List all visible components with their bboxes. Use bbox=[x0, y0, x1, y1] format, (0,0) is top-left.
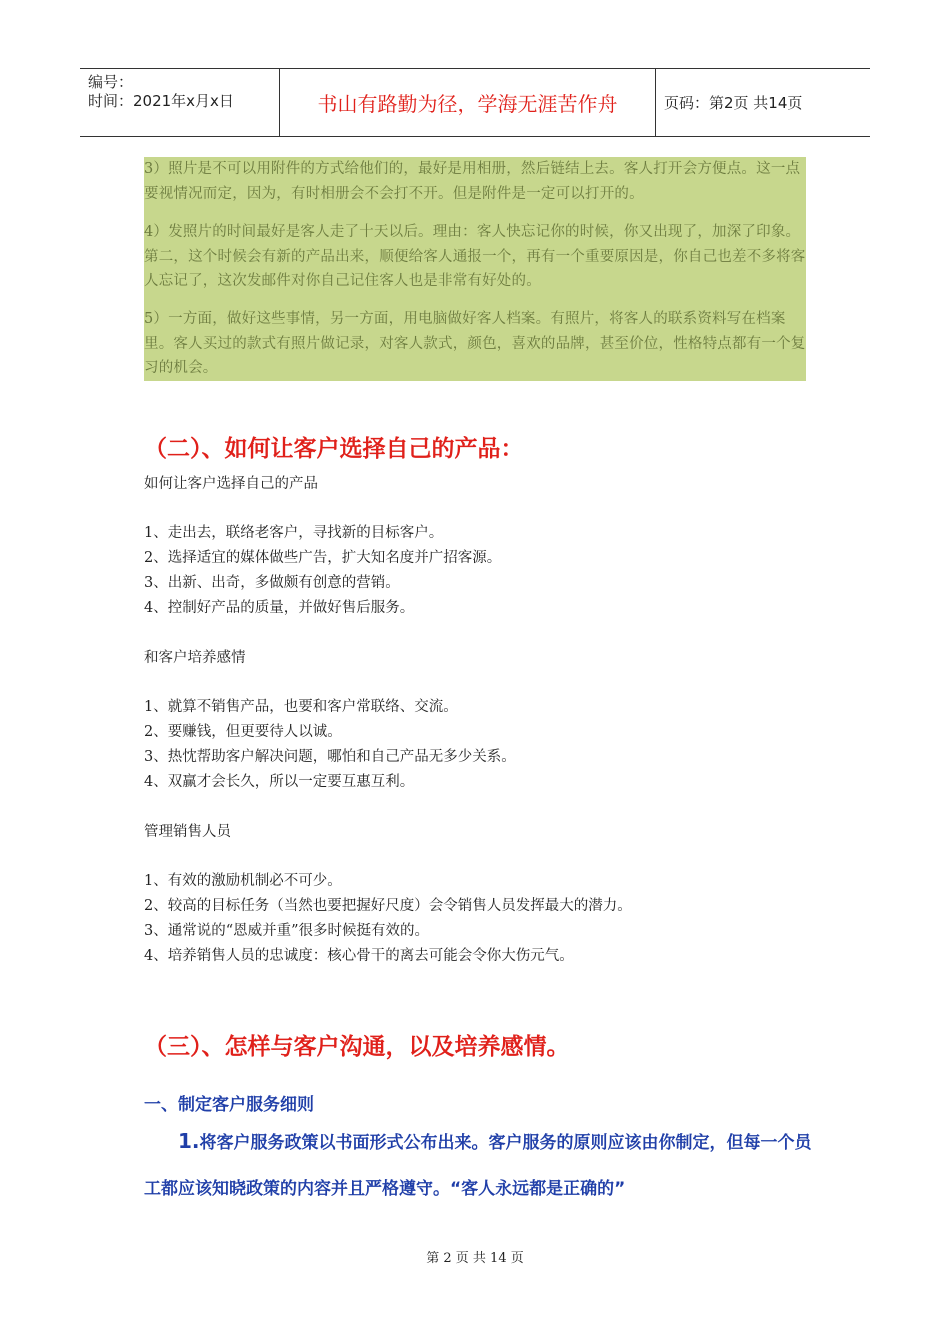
list-item: 4、双赢才会长久，所以一定要互惠互利。 bbox=[144, 774, 415, 790]
list-item: 1、有效的激励机制必不可少。 bbox=[144, 873, 342, 889]
paragraph-number: 1. bbox=[178, 1129, 200, 1153]
list-item: 2、要赚钱，但更要待人以诚。 bbox=[144, 724, 342, 740]
list-item: 3、热忱帮助客户解决问题，哪怕和自己产品无多少关系。 bbox=[144, 749, 516, 765]
list-item: 4、控制好产品的质量，并做好售后服务。 bbox=[144, 600, 415, 616]
section2-heading: （二）、如何让客户选择自己的产品： bbox=[144, 436, 524, 462]
list-item: 3、出新、出奇，多做颇有创意的营销。 bbox=[144, 575, 400, 591]
page-header bbox=[80, 68, 870, 137]
list-item: 2、选择适宜的媒体做些广告，扩大知名度并广招客源。 bbox=[144, 550, 502, 566]
section3-subheading: 一、制定客户服务细则 bbox=[144, 1095, 314, 1115]
paragraph-text: 将客户服务政策以书面形式公布出来。客户服务的原则应该由你制定，但每一个员工都应该知晓政策的内容并且严格遵守。“客人永远都是正确的” bbox=[144, 1133, 812, 1199]
list-item: 1、就算不销售产品，也要和客户常联络、交流。 bbox=[144, 699, 458, 715]
header-page-code: 页码：第2页 共14页 bbox=[664, 94, 803, 112]
highlight-paragraph-3: 3）照片是不可以用附件的方式给他们的，最好是用相册，然后链结上去。客人打开会方便点。这一点要视情况而定，因为，有时相册会不会打不开。但是附件是一定可以打开的。 bbox=[144, 161, 801, 202]
list-item: 3、通常说的“恩威并重”很多时候挺有效的。 bbox=[144, 923, 430, 939]
header-motto: 书山有路勤为径，学海无涯苦作舟 bbox=[280, 69, 656, 136]
list-item: 1、走出去，联络老客户，寻找新的目标客户。 bbox=[144, 525, 444, 541]
section2-subtitle-1: 如何让客户选择自己的产品 bbox=[144, 476, 318, 492]
section2-subtitle-3: 管理销售人员 bbox=[144, 824, 231, 840]
list-item: 4、培养销售人员的忠诚度：核心骨干的离去可能会令你大伤元气。 bbox=[144, 948, 574, 964]
section3-paragraph bbox=[144, 1118, 814, 1212]
section2-subtitle-2: 和客户培养感情 bbox=[144, 650, 246, 666]
page-footer: 第 2 页 共 14 页 bbox=[426, 1251, 524, 1266]
number-label: 编号： bbox=[88, 73, 134, 91]
section3-heading: （三）、怎样与客户沟通，以及培养感情。 bbox=[144, 1034, 570, 1060]
highlight-paragraph-4: 4）发照片的时间最好是客人走了十天以后。理由：客人快忘记你的时候，你又出现了，加深了印象。第二，这个时候会有新的产品出来，顺便给客人通报一个，再有一个重要原因是，你自己也差不多将客人忘记了，这次发邮件对你自己记住客人也是非常有好处的。 bbox=[144, 224, 806, 289]
header-left-cell bbox=[80, 69, 280, 136]
time-label: 时间：2021年x月x日 bbox=[88, 92, 234, 110]
list-item: 2、较高的目标任务（当然也要把握好尺度）会令销售人员发挥最大的潜力。 bbox=[144, 898, 632, 914]
highlight-paragraph-5: 5）一方面，做好这些事情，另一方面，用电脑做好客人档案。有照片，将客人的联系资料写在档案里。客人买过的款式有照片做记录，对客人款式，颜色，喜欢的品牌，甚至价位，性格特点都有一个复习的机会。 bbox=[144, 311, 806, 376]
